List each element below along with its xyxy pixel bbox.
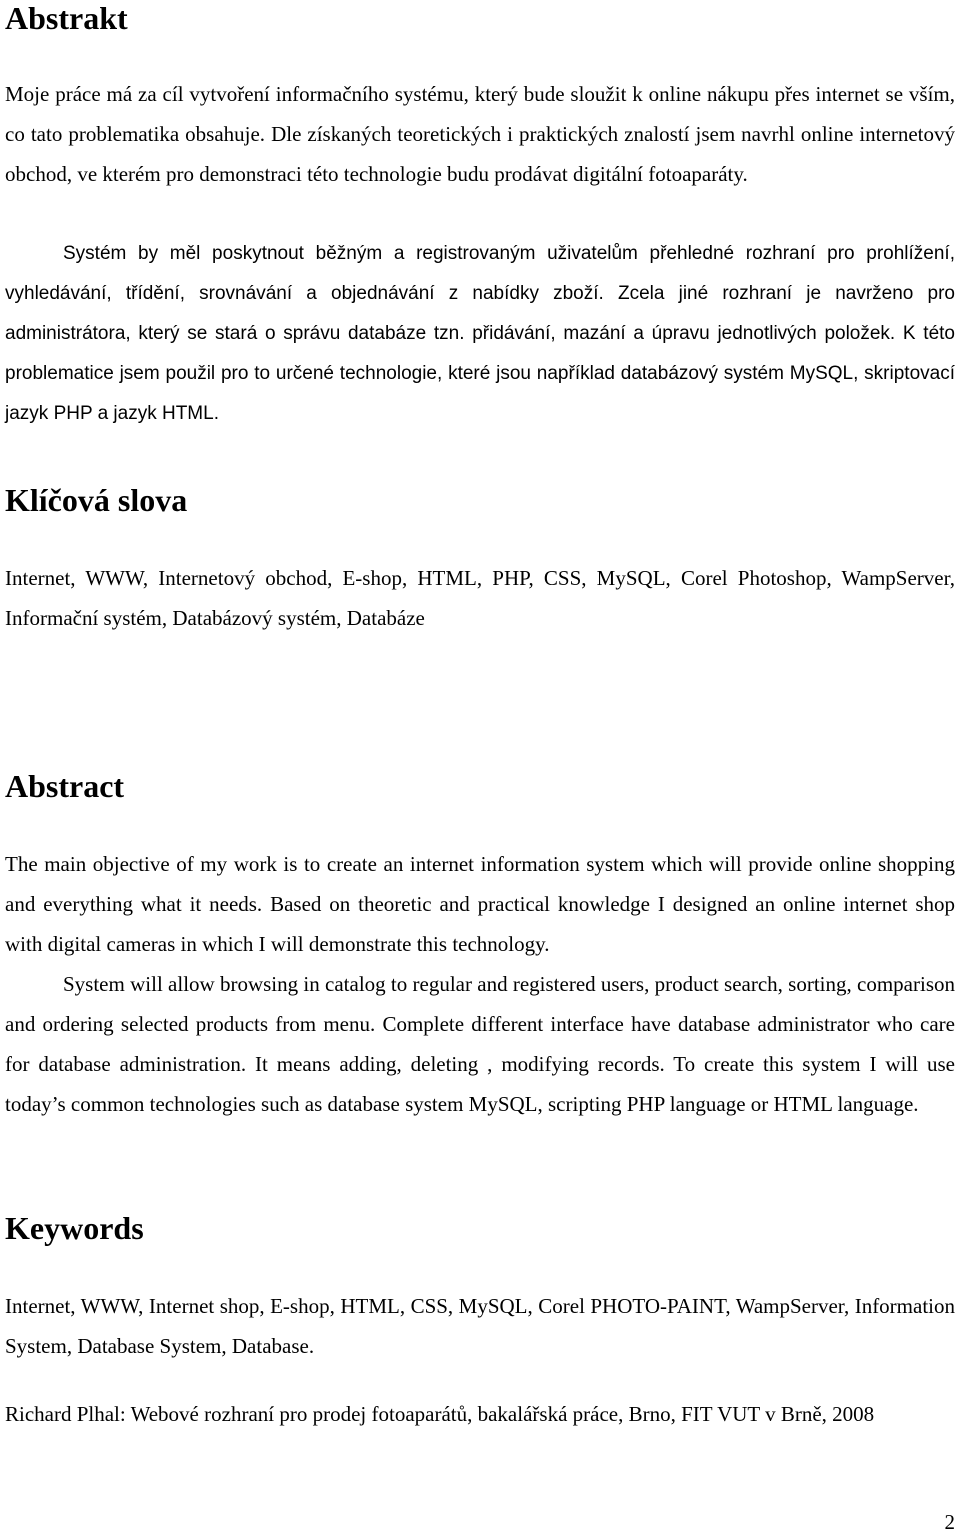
- abstrakt-paragraph-1: Moje práce má za cíl vytvoření informačního systému, který bude sloužit k online nákupu přes internet se vším, co tato problematika obsahuje. Dle získaných teoretických i praktických znalostí jsem navrhl online internetový obchod, ve kterém pro demonstraci této technologie budu prodávat digitální fotoaparáty.: [5, 82, 955, 186]
- citation-text: Richard Plhal: Webové rozhraní pro prodej fotoaparátů, bakalářská práce, Brno, FIT VUT v Brně, 2008: [5, 1402, 875, 1426]
- abstrakt-paragraph-2: Systém by měl poskytnout běžným a registrovaným uživatelům přehledné rozhraní pro prohlížení, vyhledávání, třídění, srovnávání a objednávání z nabídky zboží. Zcela jiné rozhraní je navrženo pro administrátora, který se stará o správu databáze tzn. přidávání, mazání a úpravu jednotlivých položek. K této problematice jsem použil pro to určené technologie, které jsou například databázový systém MySQL, skriptovací jazyk PHP a jazyk HTML.: [5, 243, 955, 424]
- abstract-heading: Abstract: [5, 768, 125, 804]
- keywords-text: Internet, WWW, Internet shop, E-shop, HTML, CSS, MySQL, Corel PHOTO-PAINT, WampServer, Information System, Database System, Database.: [5, 1294, 955, 1358]
- klicova-slova-heading: Klíčová slova: [5, 482, 188, 518]
- abstract-paragraph-2: System will allow browsing in catalog to regular and registered users, product search, sorting, comparison and ordering selected products from menu. Complete different interface have database administrator who care for database administration. It means adding, deleting , modifying records. To create this system I will use today’s common technologies such as database system MySQL, scripting PHP language or HTML language.: [5, 972, 955, 1116]
- abstract-paragraph-1: The main objective of my work is to create an internet information system which will provide online shopping and everything what it needs. Based on theoretic and practical knowledge I designed an online internet shop with digital cameras in which I will demonstrate this technology.: [5, 852, 955, 956]
- abstrakt-heading: Abstrakt: [5, 0, 128, 36]
- klicova-slova-text: Internet, WWW, Internetový obchod, E-shop, HTML, PHP, CSS, MySQL, Corel Photoshop, WampServer, Informační systém, Databázový systém, Databáze: [5, 566, 955, 630]
- keywords-heading: Keywords: [5, 1210, 144, 1246]
- page-number: 2: [944, 1510, 955, 1534]
